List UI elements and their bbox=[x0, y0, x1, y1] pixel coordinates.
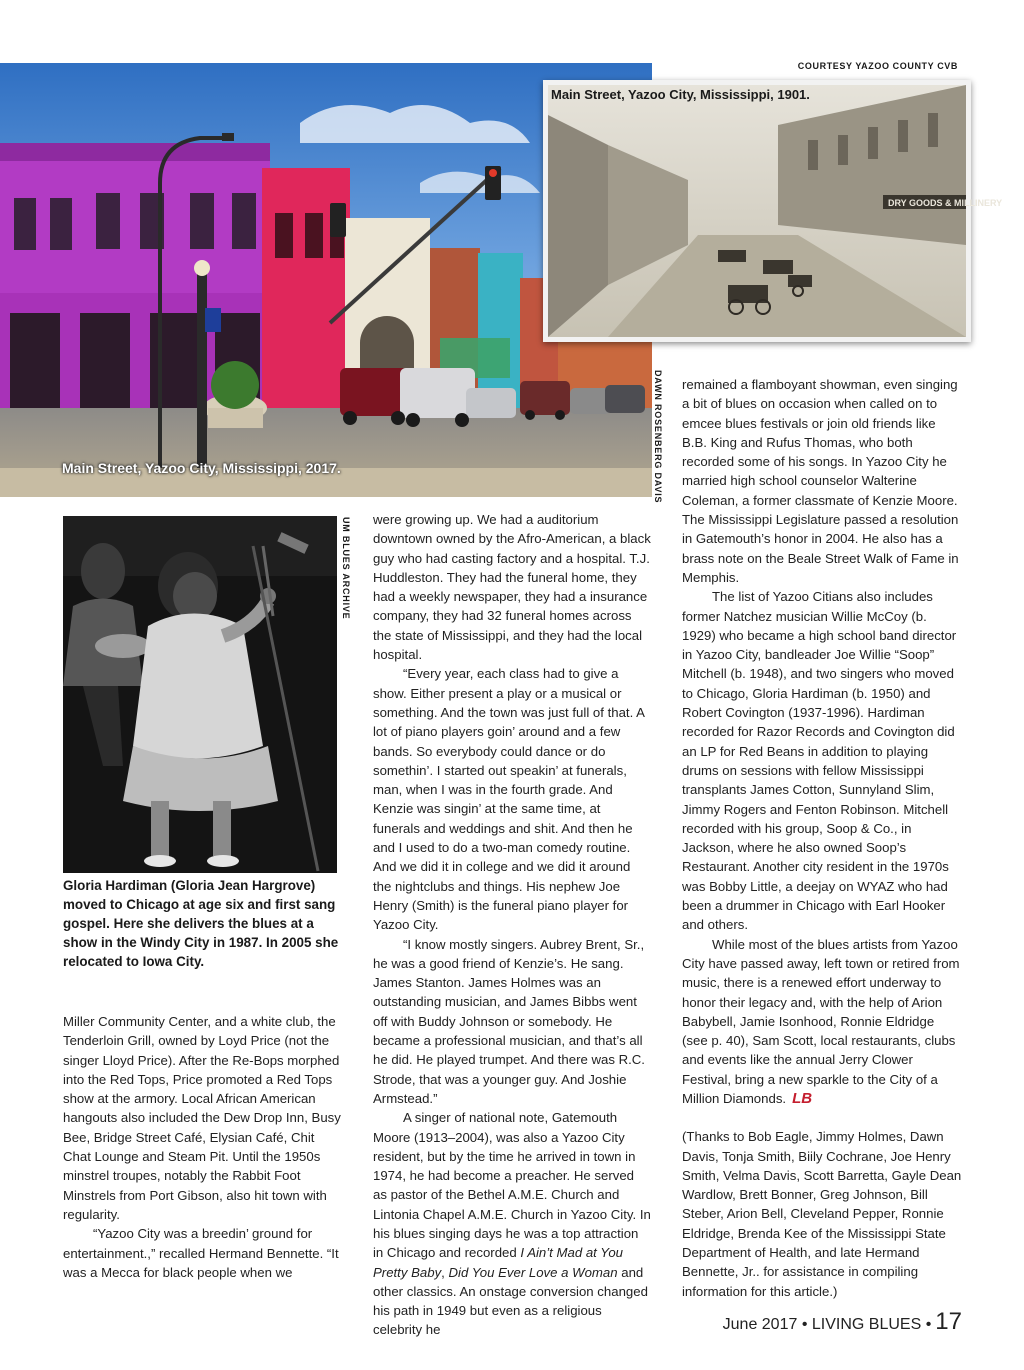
text-run: , bbox=[441, 1264, 449, 1280]
article-column-3 bbox=[682, 375, 962, 1301]
photo-credit-cvb: COURTESY YAZOO COUNTY CVB bbox=[797, 61, 958, 71]
column3-paragraph: The list of Yazoo Citians also includes former Natchez musician Willie McCoy (b. 1929) who became a high school band director in Yazoo City, bandleader Joe Willie “Soop” Mitchell (b. 1948), and two singers who moved to Chicago, Gloria Hardiman (b. 1950) and Robert Covington (1937-1996). Hardiman recorded for Razor Records and Covington did an LP for Red Beans in addition to playing drums on sessions with fellow Mississippi transplants James Cotton, Sunnyland Slim, Jimmy Rogers and Fenton Robinson. Mitchell recorded with his group, Soop & Co., in Jackson, where he also owned Soop’s Restaurant. Another city resident in the 1970s was Bobby Little, a deejay on WYAZ who had been a drummer in Chicago with Earl Hooker and others. bbox=[682, 589, 957, 933]
photo-credit-archive: UM BLUES ARCHIVE bbox=[341, 517, 351, 620]
gloria-hardiman-photo bbox=[63, 516, 337, 873]
footer-issue: June 2017 • LIVING BLUES • bbox=[722, 1316, 932, 1333]
text-run: A singer of national note, Gatemouth Moore (1913–2004), was also a Yazoo City resident, but by the time he arrived in town in 1974, he had become a preacher. He served as pastor of the Bethel A.M.E. Church and Lintonia Chapel A.M.E. Church in Yazoo City. In his blues singing days he was a top attraction in Chicago and recorded bbox=[373, 1110, 651, 1261]
living-blues-end-mark: LB bbox=[792, 1089, 813, 1107]
text-run: and other classics. An onstage conversion changed his path in 1949 but even as a religious celebrity he bbox=[373, 1264, 648, 1338]
song-title: Did You Ever Love a Woman bbox=[448, 1264, 618, 1280]
page-footer bbox=[723, 1308, 962, 1336]
column2-paragraph: “I know mostly singers. Aubrey Brent, Sr., he was a good friend of Kenzie’s. He sang. James Stanton. James Holmes was an outstanding musician, and James Bibbs went off with Buddy Johnson or somebody. He became a professional musician, and that’s all he did. He played trumpet. And there was R.C. Strode, that was a younger guy. And Joshie Armstead.” bbox=[373, 936, 645, 1106]
column2-paragraph-gatemouth bbox=[373, 1108, 651, 1340]
song-title: I Ain’t Mad at You Pretty Baby bbox=[373, 1245, 623, 1280]
acknowledgements-paragraph: (Thanks to Bob Eagle, Jimmy Holmes, Dawn Davis, Tonja Smith, Biily Cochrane, Joe Henry Smith, Velma Davis, Scott Barretta, Gayle Dean Wardlow, Brett Bonner, Greg Johnson, Bill Steber, Arion Bell, Cleveland Pepper, Ronnie Eldridge, Brenda Kee of the Mississippi State Department of Health, and late Hermand Bennette, Jr.. for assistance in compiling information for this article.) bbox=[682, 1129, 962, 1299]
page-number: 17 bbox=[935, 1308, 962, 1335]
column3-paragraph: remained a flamboyant showman, even singing a bit of blues on occasion when called on to emcee blues festivals or join old friends like B.B. King and Rufus Thomas, who both recorded some of his songs. In Yazoo City he married high school counselor Walterine Coleman, a former classmate of Kenzie Moore. The Mississippi Legislature passed a resolution in Gatemouth’s honor in 2004. He also has a brass note on the Beale Street Walk of Fame in Memphis. bbox=[682, 377, 959, 585]
column2-paragraph: “Every year, each class had to give a show. Either present a play or a musical or something. And the town was just full of that. A lot of piano players goin’ around and a few bands. So everybody could dance or do somethin’. I started out speakin’ at funerals, man, when I was in the fourth grade. And Kenzie was singin’ at the same time, at funerals and weddings and shit. And then he and I used to do a two-man comedy routine. And we did it in college and we did it around the nightclubs and things. His nephew Joe Henry (Smith) is the funeral piano player for Yazoo City. bbox=[373, 666, 645, 933]
column3-paragraph bbox=[682, 935, 962, 1109]
old-photo-sign: DRY GOODS & MILLINERY bbox=[888, 198, 1003, 208]
column2-paragraph: were growing up. We had a auditorium downtown owned by the Afro-American, a black guy who had casting factory and a hospital. T.J. Huddleston. They had the funeral home, they had a weekly newspaper, they had a insurance company, they had 32 funeral homes across the state of Mississippi, and they had the local hospital. bbox=[373, 512, 651, 663]
text-run: While most of the blues artists from Yazoo City have passed away, left town or retired from music, there is a renewed effort underway to honor their legacy and, with the help of Arion Babybell, Jamie Isonhood, Ronnie Eldridge (see p. 40), Sam Scott, local restaurants, clubs and events like the annual Jerry Clower Festival, bring a new sparkle to the City of a Million Diamonds. bbox=[682, 936, 960, 1106]
main-street-1901-photo bbox=[543, 80, 1003, 342]
main-photo-caption: Main Street, Yazoo City, Mississippi, 2017. bbox=[62, 460, 341, 476]
photo-credit-davis: DAWN ROSENBERG DAVIS bbox=[653, 370, 663, 504]
article-column-2 bbox=[373, 510, 651, 1340]
gloria-hardiman-illustration bbox=[63, 516, 337, 873]
column1-paragraph: “Yazoo City was a breedin’ ground for entertainment.,” recalled Hermand Bennette. “It was a Mecca for black people when we bbox=[63, 1226, 339, 1280]
main-street-1901-illustration bbox=[548, 85, 1003, 337]
gloria-photo-caption: Gloria Hardiman (Gloria Jean Hargrove) moved to Chicago at age six and first sang gospel. Here she delivers the blues at a show in the Windy City in 1987. In 2005 she relocated to Iowa City. bbox=[63, 878, 339, 969]
column1-paragraph: Miller Community Center, and a white club, the Tenderloin Grill, owned by Loyd Price (not the singer Lloyd Price). After the Re-Bops morphed into the Red Tops, Price promoted a Red Tops show at the armory. Local African American hangouts also included the Dew Drop Inn, Busy Bee, Bridge Street Café, Elysian Café, Chit Chat Lounge and Steam Pit. Until the 1950s minstrel troupes, notably the Rabbit Foot Minstrels from Port Gibson, also hit town with regularity. bbox=[63, 1014, 341, 1222]
old-photo-caption: Main Street, Yazoo City, Mississippi, 1901. bbox=[551, 87, 810, 102]
article-column-1 bbox=[63, 1012, 344, 1282]
